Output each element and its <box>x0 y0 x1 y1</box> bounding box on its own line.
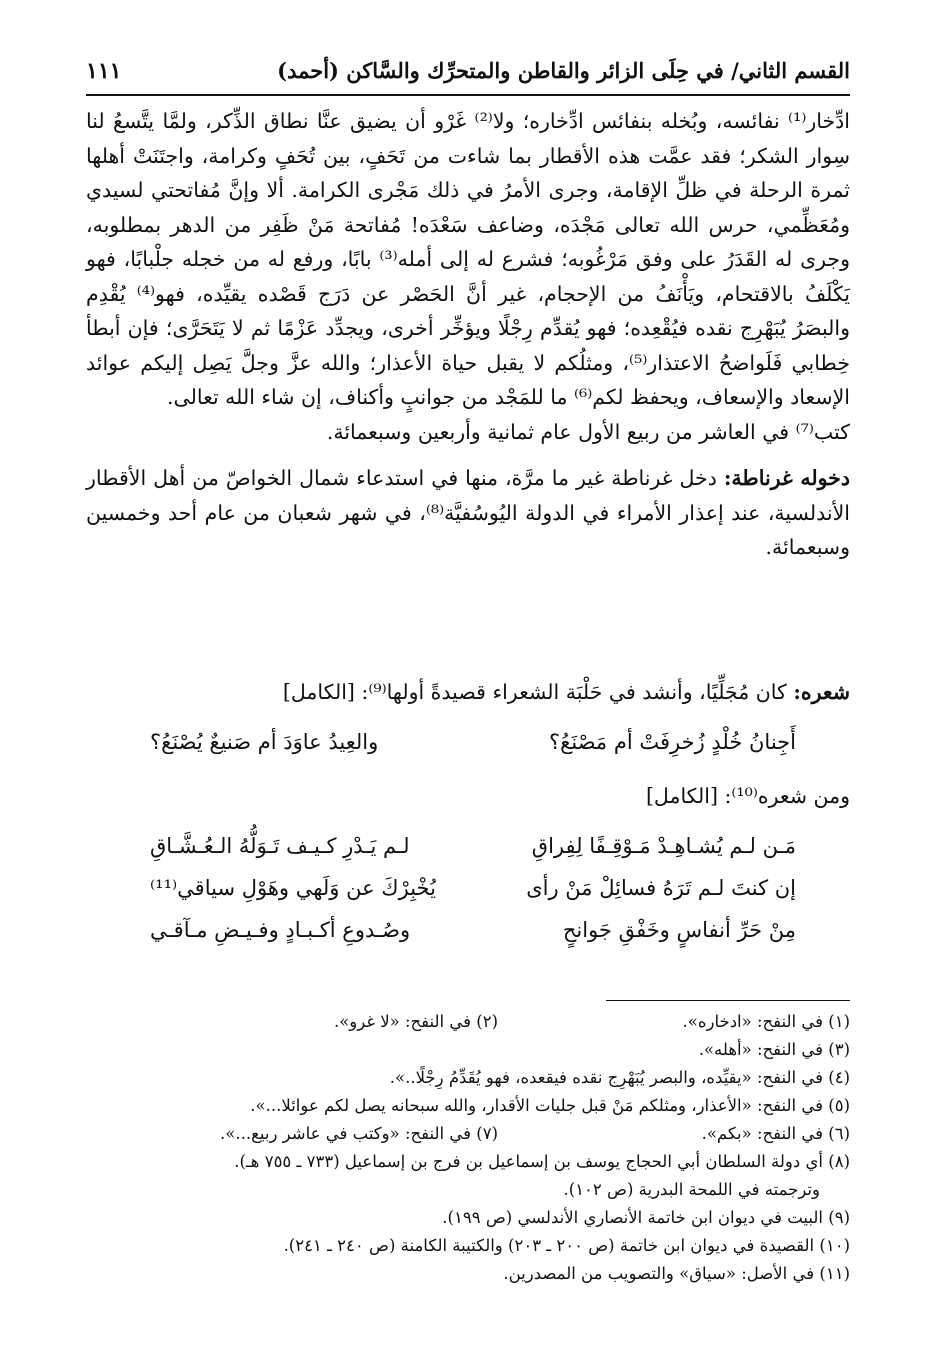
verse-second-hemistich: وصُـدوعِ أكـبـادٍ وفـيـضِ مـآقـي <box>150 918 411 942</box>
footnote-10: (١٠) القصيدة في ديوان ابن خاتمة (ص ٢٠٠ ـ ٢٠٣) والكتيبة الكامنة (ص ٢٤٠ ـ ٢٤١). <box>283 1236 850 1255</box>
footnote-1: (١) في النفح: «ادخاره». <box>682 1012 850 1031</box>
section-granada <box>86 461 850 565</box>
footnote-8-continuation: وترجمته في اللمحة البدرية (ص ١٠٢). <box>563 1180 820 1199</box>
footnote-8: (٨) أي دولة السلطان أبي الحجاج يوسف بن إسماعيل بن فرج بن إسماعيل (٧٣٣ ـ ٧٥٥ هـ). <box>234 1152 850 1171</box>
letter-closing: كتب⁽⁷⁾ في العاشر من ربيع الأول عام ثمانية وأربعين وسبعمائة. <box>326 419 850 444</box>
footnote-4: (٤) في النفح: «يقيِّده، والبصر يُبَهْرِج نقده فيقعده، فهو يُقَدِّمُ رِجْلًا..». <box>389 1068 850 1087</box>
footnote-rule <box>606 1000 850 1001</box>
footnote-9: (٩) البيت في ديوان ابن خاتمة الأنصاري الأندلسي (ص ١٩٩). <box>442 1208 850 1227</box>
footnote-pair <box>86 1120 850 1148</box>
more-poetry-intro: ومن شعره⁽¹⁰⁾: [الكامل] <box>645 784 850 808</box>
verse-second-hemistich: والعِيدُ عاوَدَ أم صَنيعٌ يُصْنَعُ؟ <box>150 730 379 754</box>
footnote-2: (٢) في النفح: «لا غرو». <box>333 1012 498 1031</box>
verse-row <box>150 730 796 770</box>
verse-second-hemistich: يُخْبِرْكَ عن وَلَهي وهَوْلِ سياقي⁽¹¹⁾ <box>150 876 436 900</box>
footnote-7: (٧) في النفح: «وكتب في عاشر ربيع...». <box>220 1124 498 1143</box>
footnotes <box>86 1008 850 1288</box>
section-heading: دخوله غرناطة: <box>723 466 850 490</box>
footnote-11: (١١) في الأصل: «سياق» والتصويب من المصدرين. <box>503 1264 850 1283</box>
header-rule <box>86 94 850 96</box>
verse-first-hemistich: مِنْ حَرِّ أنفاسٍ وخَفْقِ جَوانحٍ <box>562 918 796 942</box>
verse-row <box>150 876 796 916</box>
verse-first-hemistich: مَـن لـم يُشـاهِـدْ مَـوْقِـفًا لِفِراقِ <box>531 834 796 858</box>
letter-paragraph: ادِّخار⁽¹⁾ نفائسه، وبُخله بنفائس ادِّخاره؛ ولا⁽²⁾ غَرْو أن يضيق عنَّا نطاق الذِّكر، ولمَّا يتَّسعُ لنا سِوار الشكر؛ فقد عمَّت هذه الأقطار بما شاءت من تَحَفٍ، بين تُحَفٍ وكرامة، واجتَنَتْ أهلها ثمرة الرحلة في ظلِّ الإقامة، وجرى الأمرُ في ذلك مَجْرى الكرامة. ألا وإنَّ مُفاتحتي لسيدي ومُعَظِّمي، حرس الله تعالى مَجْدَه، وضاعف سَعْدَه! مُفاتحة مَنْ ظَفِر من الدهر بمطلوبه، وجرى له القَدَرُ على وفق مَرْغُوبه؛ فشرع له إلى أمله⁽³⁾ بابًا، ورفع له من خجله جلْبابًا، فهو يَكْلَفُ بالاقتحام، ويَأْنَفُ من الإحجام، غير أنَّ الحَصْر عن دَرَج قَصْده يقيِّده، فهو⁽⁴⁾ يُقْدِم والبصَرُ يُبَهْرِج نقده فيُقْعِده؛ فهو يُقدِّم رِجْلًا ويؤخِّر أخرى، ويجدِّد عَزْمًا ثم لا يَتَحَرَّى؛ فإن أبطأ خِطابي فَلَواضحُ الاعتذار⁽⁵⁾، ومثلُكم لا يقبل حياة الأعذار؛ والله عزَّ وجلَّ يَصِل إليكم عوائد الإسعاد والإسعاف، ويحفظ لكم⁽⁶⁾ ما للمَجْد من جوانبٍ وأكناف، إن شاء الله تعالى. <box>86 109 851 409</box>
verse-first-hemistich: إن كنتَ لـم تَرَهُ فسائِلْ مَنْ رأى <box>526 876 796 900</box>
verse-second-hemistich: لـم يَـدْرِ كـيـف تَـوَلُّهُ الـعُـشَّـاقِ <box>150 834 410 858</box>
footnote-5: (٥) في النفح: «الأعذار، ومثلكم مَنْ قبل جليات الأقدار، والله سبحانه يصل لكم عوائلا...». <box>250 1096 850 1115</box>
verse-row <box>150 918 796 958</box>
running-title: القسم الثاني/ في حِلَى الزائر والقاطن والمتحرِّك والسَّاكن (أحمد) <box>277 58 850 83</box>
poetry-text: كان مُجَلِّيًا، وأنشد في حَلْبَة الشعراء قصيدةً أولها⁽⁹⁾: [الكامل] <box>282 680 794 704</box>
verse-row <box>150 834 796 874</box>
page-number: ١١١ <box>86 58 122 84</box>
section-text: دخل غرناطة غير ما مرَّة، منها في استدعاء شمال الخواصّ من أهل الأقطار الأندلسية، عند إعذار الأمراء في الدولة اليُوسُفيَّة⁽⁸⁾، في شهر شعبان من عام أحد وخمسين وسبعمائة. <box>86 466 850 559</box>
poetry-heading: شعره: <box>793 680 850 704</box>
footnote-6: (٦) في النفح: «بكم». <box>701 1124 850 1143</box>
main-text <box>86 104 850 565</box>
poetry-intro <box>86 680 850 704</box>
footnote-pair <box>86 1008 850 1036</box>
footnote-3: (٣) في النفح: «أهله». <box>698 1040 850 1059</box>
page-header <box>86 56 850 96</box>
verse-first-hemistich: أَجِنانُ خُلْدٍ زُخرِفَتْ أم مَصْنَعُ؟ <box>549 730 796 754</box>
